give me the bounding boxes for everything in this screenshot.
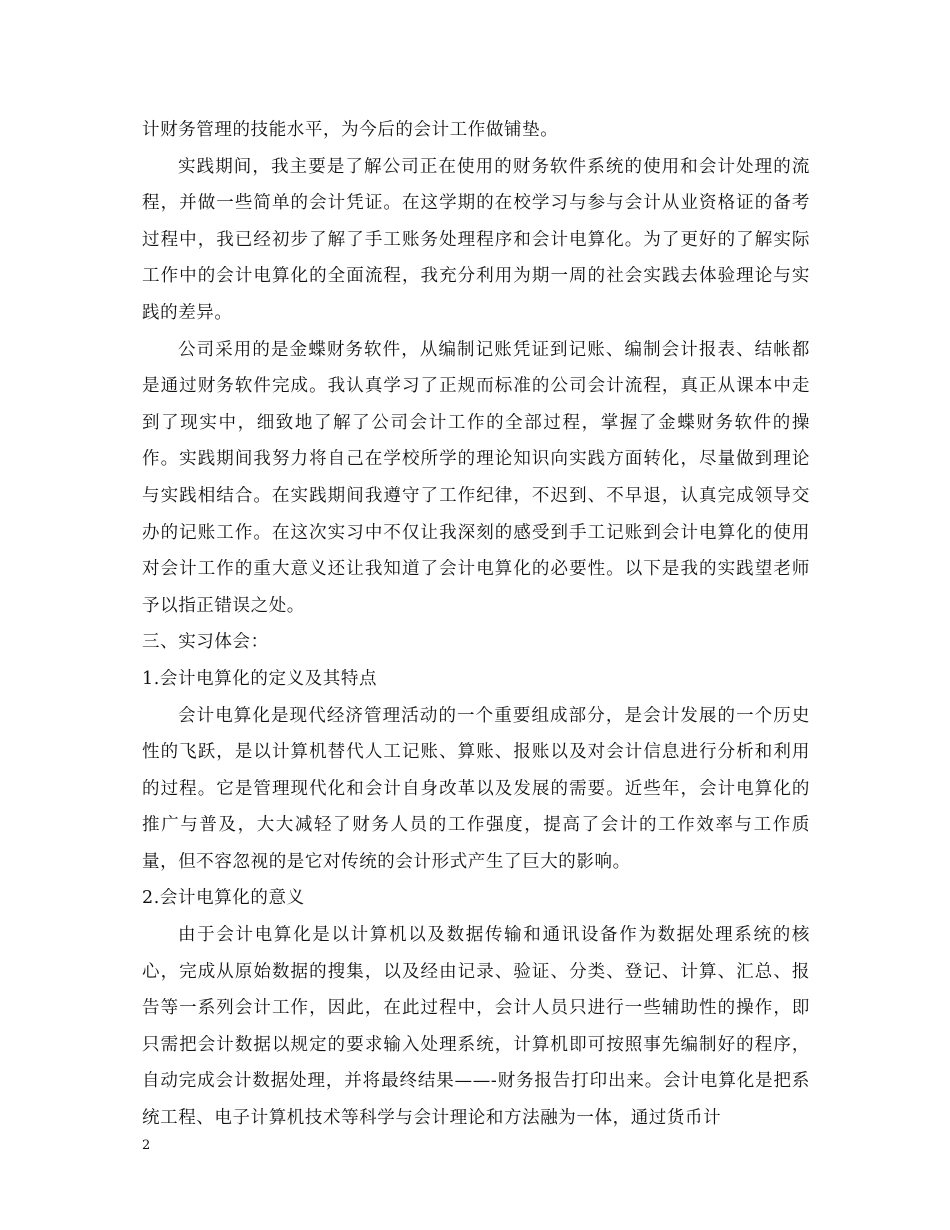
section-heading-internship-reflection: 三、实习体会：: [142, 632, 269, 653]
paragraph-kingdee-software: 公司采用的是金蝶财务软件，从编制记账凭证到记账、编制会计报表、结帐都是通过财务软件完成。我认真学习了正规而标准的公司会计流程，真正从课本中走到了现实中，细致地了解了公司会计工作的全部过程，掌握了金蝶财务软件的操作。实践期间我努力将自己在学校所学的理论知识向实践方面转化，尽量做到理论与实践相结合。在实践期间我遵守了工作纪律，不迟到、不早退，认真完成领导交办的记账工作。在这次实习中不仅让我深刻的感受到手工记账到会计电算化的使用对会计工作的重大意义还让我知道了会计电算化的必要性。以下是我的实践望老师予以指正错误之处。: [142, 339, 810, 616]
paragraph-practice-period: 实践期间，我主要是了解公司正在使用的财务软件系统的使用和会计处理的流程，并做一些简单的会计凭证。在这学期的在校学习与参与会计从业资格证的备考过程中，我已经初步了解了手工账务处理程序和会计电算化。为了更好的了解实际工作中的会计电算化的全面流程，我充分利用为期一周的社会实践去体验理论与实践的差异。: [142, 156, 810, 323]
subheading-significance: 2.会计电算化的意义: [142, 888, 305, 909]
subheading-definition: 1.会计电算化的定义及其特点: [142, 668, 378, 689]
paragraph-continuation: 计财务管理的技能水平，为今后的会计工作做铺垫。: [142, 120, 559, 140]
page-number: 2: [142, 1138, 151, 1153]
paragraph-definition: 会计电算化是现代经济管理活动的一个重要组成部分，是会计发展的一个历史性的飞跃，是以计算机替代人工记账、算账、报账以及对会计信息进行分析和利用的过程。它是管理现代化和会计自身改革以及发展的需要。近些年，会计电算化的推广与普及，大大减轻了财务人员的工作强度，提高了会计的工作效率与工作质量，但不容忽视的是它对传统的会计形式产生了巨大的影响。: [142, 705, 810, 872]
body-text: [142, 112, 810, 1137]
paragraph-significance: 由于会计电算化是以计算机以及数据传输和通讯设备作为数据处理系统的核心，完成从原始数据的搜集，以及经由记录、验证、分类、登记、计算、汇总、报告等一系列会计工作，因此，在此过程中，会计人员只进行一些辅助性的操作，即只需把会计数据以规定的要求输入处理系统，计算机即可按照事先编制好的程序，自动完成会计数据处理，并将最终结果——-财务报告打印出来。会计电算化是把系统工程、电子计算机技术等科学与会计理论和方法融为一体，通过货币计: [142, 925, 810, 1129]
